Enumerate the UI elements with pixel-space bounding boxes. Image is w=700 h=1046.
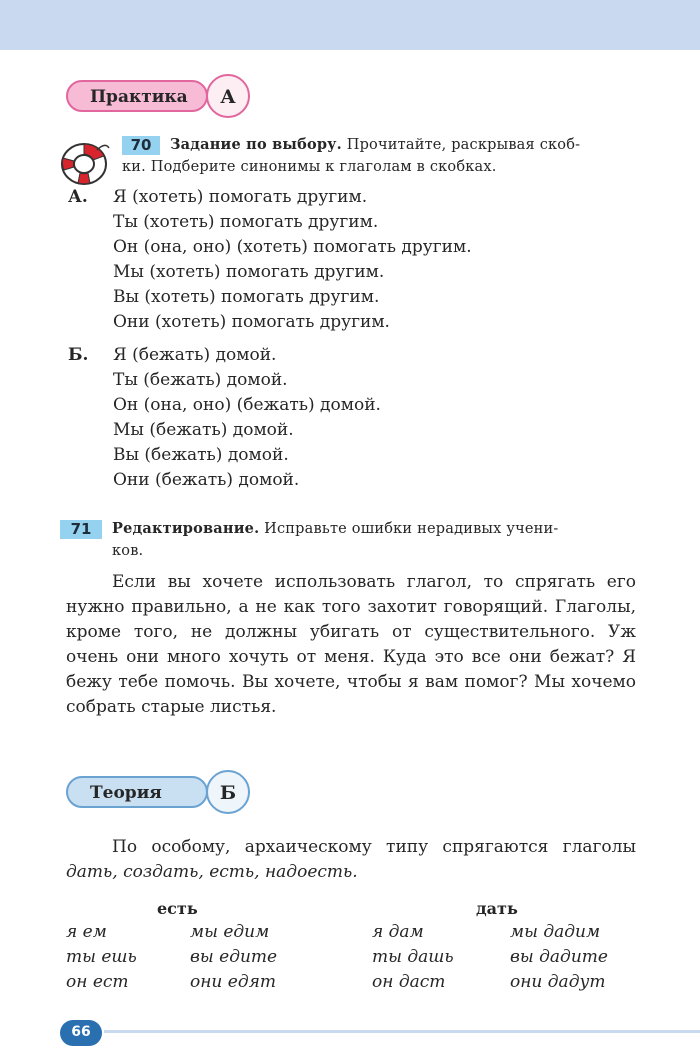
task-71-paragraph: Если вы хочете использовать глагол, то спрягать его нужно правильно, а не как того захотит говорящий. Глаголы, кроме того, не должны убигать от существительного. Уж очень они много хочуть от меня. Куда это все они бежат? Я бежу тебе помочь. Вы хочете, чтобы я вам помог? Мы хочемо собрать старые листья. — [66, 572, 636, 717]
table-cell: ты дашь — [372, 947, 454, 967]
theory-verbs: дать, создать, есть, надоесть. — [66, 862, 358, 882]
task-70-instruction-2: ки. Подберите синонимы к глаголам в скобках. — [122, 159, 497, 175]
bottom-rule — [104, 1030, 700, 1033]
table-cell: они дадут — [510, 972, 606, 992]
table-cell: он даст — [372, 972, 446, 992]
part-b-line: Они (бежать) домой. — [113, 470, 300, 490]
part-a-line: Мы (хотеть) помогать другим. — [113, 262, 385, 282]
part-a-line: Он (она, оно) (хотеть) помогать другим. — [113, 237, 472, 257]
task-70-number: 70 — [122, 136, 160, 155]
theory-paragraph — [66, 835, 636, 885]
top-band — [0, 0, 700, 50]
theory-label: Теория — [66, 776, 208, 808]
table-cell: вы едите — [190, 947, 278, 967]
task-71-title: Редактирование. — [112, 520, 260, 537]
part-b-line: Он (она, оно) (бежать) домой. — [113, 395, 381, 415]
task-70-instruction — [170, 133, 640, 157]
task-71-text-1: Исправьте ошибки нерадивых учени- — [259, 521, 559, 537]
part-b-line: Я (бежать) домой. — [113, 345, 277, 365]
table-cell: они едят — [190, 972, 276, 992]
page-number: 66 — [60, 1020, 102, 1046]
table-cell: мы едим — [190, 922, 270, 942]
part-a-line: Они (хотеть) помогать другим. — [113, 312, 390, 332]
part-b-line: Ты (бежать) домой. — [113, 370, 288, 390]
table-header-est: есть — [157, 899, 198, 918]
part-b-line: Мы (бежать) домой. — [113, 420, 294, 440]
lifebuoy-icon — [57, 138, 111, 188]
table-cell: я ем — [66, 922, 107, 942]
part-a-line: Вы (хотеть) помогать другим. — [113, 287, 380, 307]
practice-label: Практика — [66, 80, 208, 112]
part-b-line: Вы (бежать) домой. — [113, 445, 289, 465]
theory-intro: По особому, архаическому типу спрягаются глаголы — [112, 837, 636, 857]
part-b-marker: Б. — [68, 345, 89, 365]
theory-letter: Б — [206, 770, 250, 814]
part-a-marker: А. — [68, 187, 88, 207]
table-cell: ты ешь — [66, 947, 137, 967]
task-71-instruction — [112, 517, 642, 541]
task-71-number: 71 — [60, 520, 102, 539]
table-cell: я дам — [372, 922, 424, 942]
table-cell: мы дадим — [510, 922, 601, 942]
part-a-line: Я (хотеть) помогать другим. — [113, 187, 368, 207]
table-cell: он ест — [66, 972, 129, 992]
practice-letter: А — [206, 74, 250, 118]
task-70-title: Задание по выбору. — [170, 136, 342, 153]
task-70-text-1: Прочитайте, раскрывая скоб- — [341, 137, 581, 153]
table-header-dat: дать — [476, 899, 518, 918]
task-71-instruction-2: ков. — [112, 543, 144, 559]
part-a-line: Ты (хотеть) помогать другим. — [113, 212, 379, 232]
table-cell: вы дадите — [510, 947, 608, 967]
